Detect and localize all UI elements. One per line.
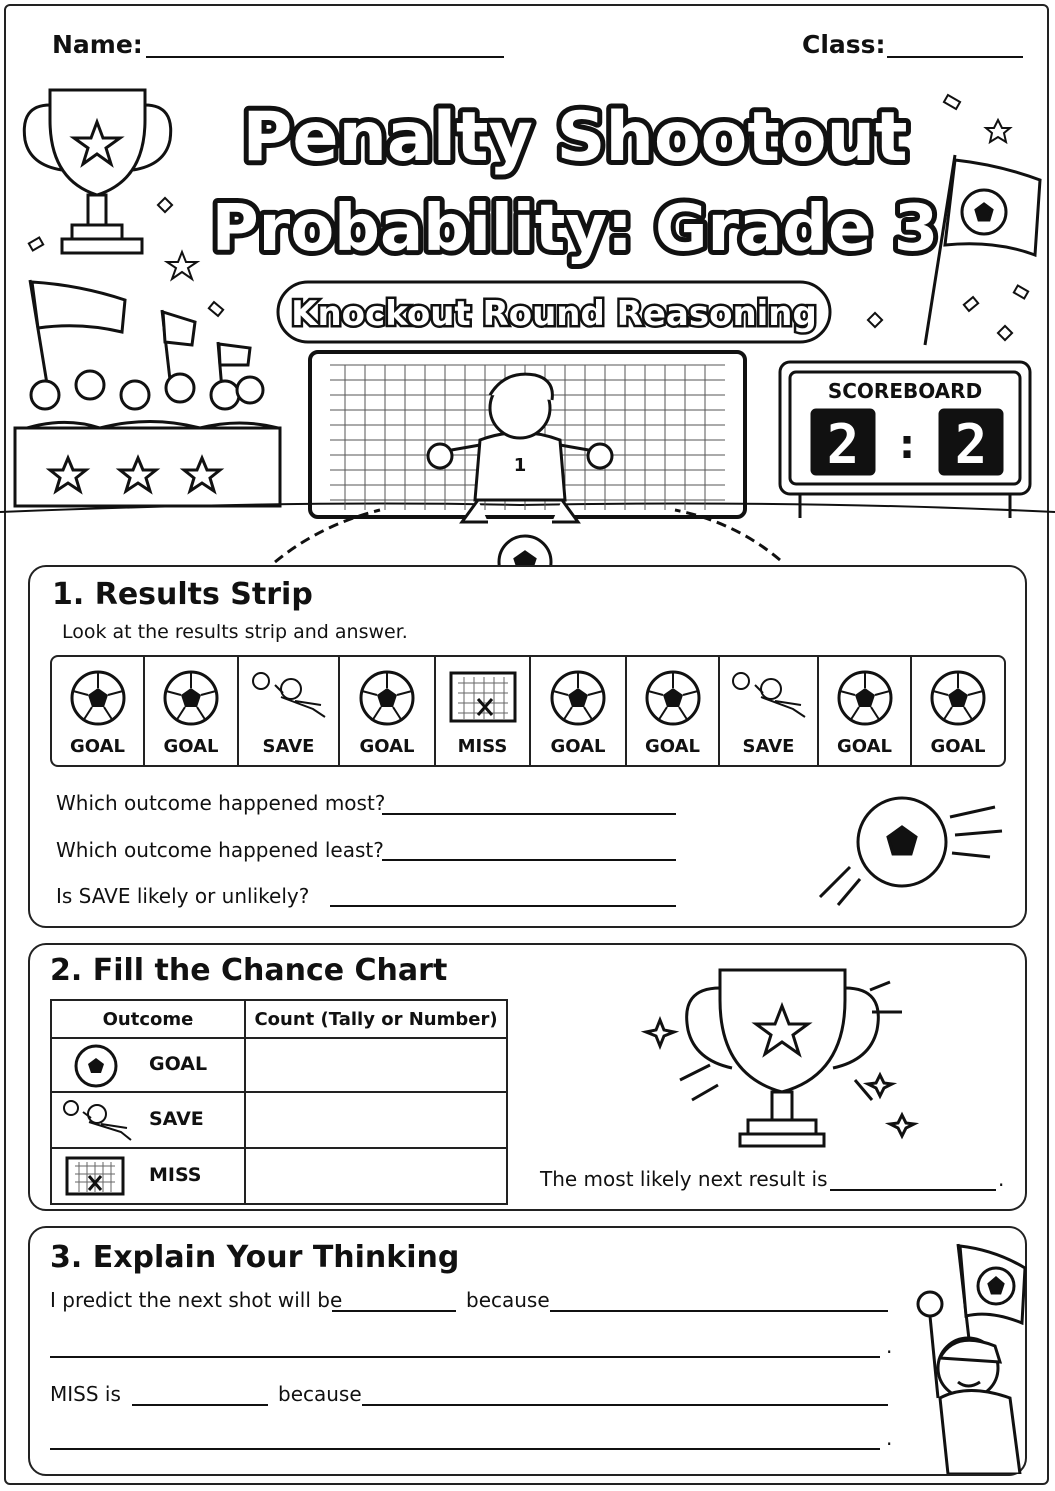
ball-icon xyxy=(549,669,607,727)
strip-cell xyxy=(819,657,912,767)
section-results-strip xyxy=(28,565,1027,928)
row-miss-count[interactable] xyxy=(245,1148,507,1204)
strip-cell xyxy=(720,657,819,767)
strip-cell xyxy=(912,657,1004,767)
ball-icon xyxy=(644,669,702,727)
title-line1: Penalty Shootout xyxy=(242,98,908,177)
answer-save-likely[interactable] xyxy=(330,905,676,907)
strip-cell-label: GOAL xyxy=(359,736,415,757)
header-illustration xyxy=(0,60,1055,590)
strip-cell-label: GOAL xyxy=(837,736,892,757)
ball-icon xyxy=(69,669,127,727)
row-miss-label: MISS xyxy=(149,1164,202,1186)
strip-cell-label: SAVE xyxy=(742,736,795,757)
cheering-kid-illustration xyxy=(900,1238,1028,1474)
strip-cell-label: MISS xyxy=(457,736,508,757)
strip-cell xyxy=(436,657,531,767)
goal-miss-icon xyxy=(65,1154,125,1198)
question-save-likely: Is SAVE likely or unlikely? xyxy=(56,884,310,908)
trophy-icon xyxy=(640,960,930,1150)
section2-title: 2. Fill the Chance Chart xyxy=(50,953,448,988)
period-2: . xyxy=(886,1426,893,1450)
predict-because: because xyxy=(466,1288,550,1312)
strip-cell xyxy=(145,657,239,767)
name-label: Name: xyxy=(52,30,143,59)
answer-most[interactable] xyxy=(382,813,676,815)
crowd-illustration xyxy=(15,280,280,506)
row-save-outcome xyxy=(51,1092,245,1148)
chance-chart-table xyxy=(50,999,508,1205)
period-1: . xyxy=(886,1334,893,1358)
section-chance-chart xyxy=(28,943,1027,1211)
predict-text: I predict the next shot will be xyxy=(50,1288,343,1312)
miss-answer[interactable] xyxy=(132,1404,268,1406)
row-goal-label: GOAL xyxy=(149,1053,208,1075)
score-right: 2 xyxy=(954,413,988,476)
section1-instruction: Look at the results strip and answer. xyxy=(62,621,408,643)
strip-cell xyxy=(239,657,340,767)
title-line2: Probability: Grade 3 xyxy=(211,192,939,266)
score-separator: : xyxy=(899,422,915,468)
question-least: Which outcome happened least? xyxy=(56,838,384,862)
question-most: Which outcome happened most? xyxy=(56,791,386,815)
goalkeeper-number: 1 xyxy=(513,455,527,476)
row-save-label: SAVE xyxy=(149,1108,204,1130)
strip-cell-label: GOAL xyxy=(163,736,219,757)
strip-cell xyxy=(340,657,436,767)
row-goal-count[interactable] xyxy=(245,1038,507,1092)
strip-cell xyxy=(52,657,145,767)
strip-cell-label: GOAL xyxy=(645,736,700,757)
section1-title: 1. Results Strip xyxy=(52,577,313,612)
name-field[interactable] xyxy=(146,56,504,58)
ball-icon xyxy=(929,669,987,727)
ball-icon xyxy=(162,669,220,727)
miss-reason-line2[interactable] xyxy=(50,1448,880,1450)
prediction-end: . xyxy=(998,1167,1005,1191)
predict-answer[interactable] xyxy=(332,1310,456,1312)
miss-reason[interactable] xyxy=(362,1404,888,1406)
strip-cell xyxy=(531,657,627,767)
results-strip xyxy=(50,655,1006,767)
ball-icon xyxy=(358,669,416,727)
predict-reason[interactable] xyxy=(550,1310,888,1312)
row-goal-outcome xyxy=(51,1038,245,1092)
prediction-answer[interactable] xyxy=(830,1189,996,1191)
class-field[interactable] xyxy=(887,56,1023,58)
col-count-header: Count (Tally or Number) xyxy=(245,1000,507,1038)
diving-keeper-icon xyxy=(729,669,809,727)
strip-cell-label: SAVE xyxy=(262,736,315,757)
row-miss-outcome xyxy=(51,1148,245,1204)
strip-cell xyxy=(627,657,720,767)
row-save-count[interactable] xyxy=(245,1092,507,1148)
diving-keeper-icon xyxy=(249,669,329,727)
strip-cell-label: GOAL xyxy=(70,736,125,757)
miss-because: because xyxy=(278,1382,362,1406)
flag-icon xyxy=(925,155,1040,345)
strip-cell-label: GOAL xyxy=(550,736,606,757)
section-explain-thinking xyxy=(28,1226,1027,1476)
diving-keeper-icon xyxy=(61,1098,137,1144)
strip-cell-label: GOAL xyxy=(930,736,986,757)
score-left: 2 xyxy=(826,413,860,476)
section3-title: 3. Explain Your Thinking xyxy=(50,1240,460,1275)
scoreboard-label: SCOREBOARD xyxy=(827,379,983,403)
miss-text: MISS is xyxy=(50,1382,121,1406)
subtitle: Knockout Round Reasoning xyxy=(291,294,817,334)
answer-least[interactable] xyxy=(382,859,676,861)
prediction-text: The most likely next result is xyxy=(540,1167,828,1191)
ball-icon xyxy=(73,1043,119,1089)
col-outcome-header: Outcome xyxy=(51,1000,245,1038)
flying-ball-icon xyxy=(810,787,1010,912)
goal-miss-icon xyxy=(448,669,518,727)
predict-reason-line2[interactable] xyxy=(50,1356,880,1358)
class-label: Class: xyxy=(802,30,886,59)
ball-icon xyxy=(836,669,894,727)
trophy-icon xyxy=(24,90,170,253)
